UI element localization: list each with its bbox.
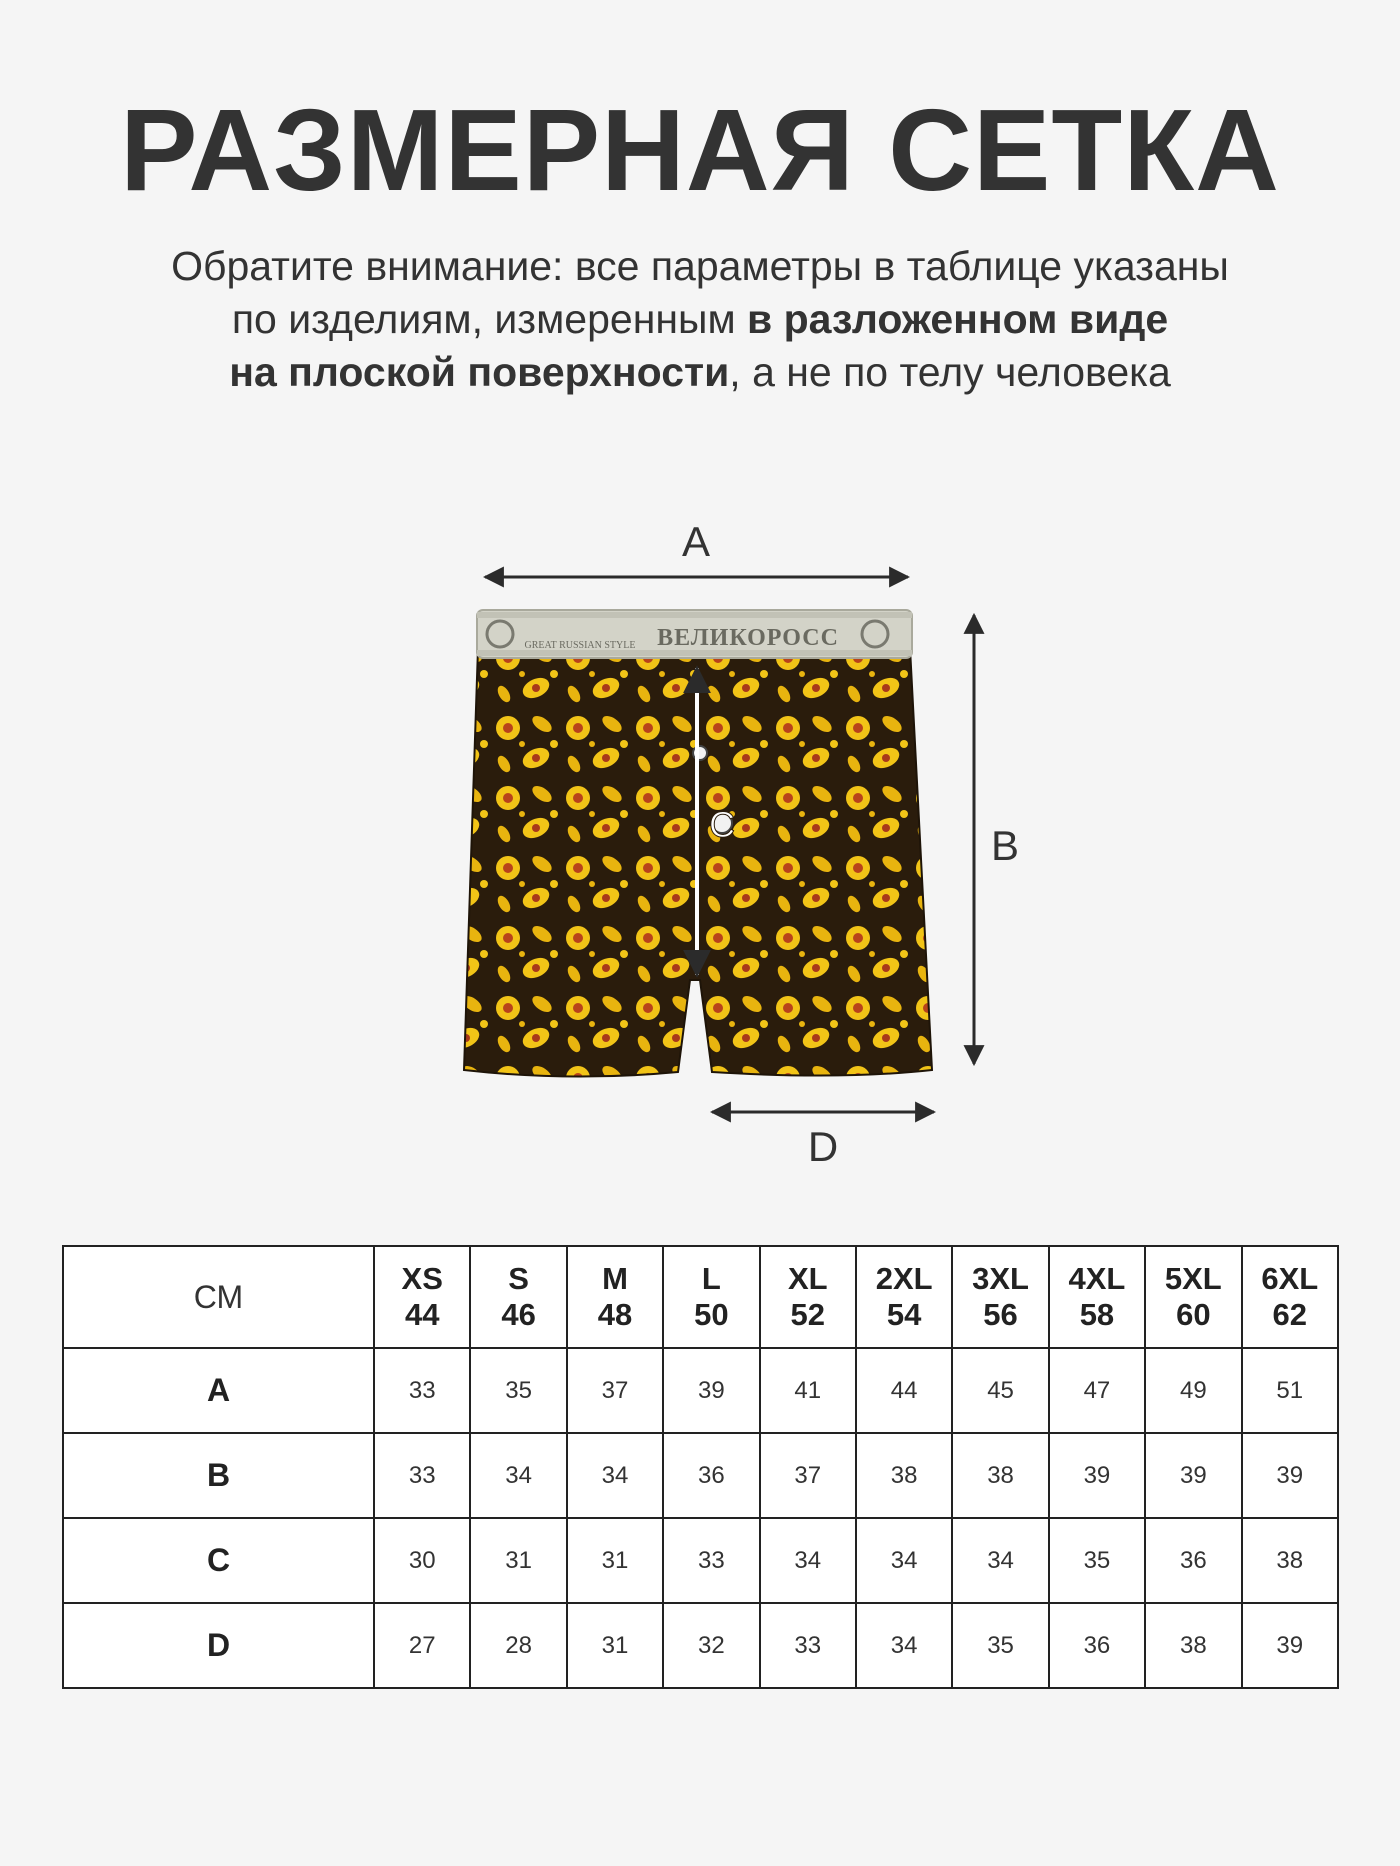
measurement-label: A	[63, 1348, 374, 1433]
note-line-2-bold: в разложенном виде	[747, 296, 1169, 342]
size-russian: 60	[1176, 1297, 1211, 1332]
label-a: A	[681, 518, 711, 565]
table-cell: 32	[663, 1603, 759, 1688]
size-letter: 2XL	[875, 1261, 933, 1296]
table-cell: 37	[567, 1348, 663, 1433]
size-header-row	[63, 1246, 1338, 1348]
table-cell: 28	[470, 1603, 566, 1688]
measurement-label: D	[63, 1603, 374, 1688]
table-cell: 39	[1049, 1433, 1145, 1518]
measurement-label: C	[63, 1518, 374, 1603]
table-cell: 34	[470, 1433, 566, 1518]
shorts-illustration	[0, 500, 1400, 1200]
table-cell: 39	[1145, 1433, 1241, 1518]
table-cell: 36	[663, 1433, 759, 1518]
table-cell: 38	[952, 1433, 1048, 1518]
table-cell: 34	[760, 1518, 856, 1603]
size-russian: 44	[404, 1297, 440, 1332]
size-russian: 48	[597, 1297, 633, 1332]
note-line-2-normal: по изделиям, измеренным	[231, 296, 748, 342]
waistband-brand: ВЕЛИКОРОСС	[657, 625, 839, 651]
size-russian: 56	[983, 1297, 1018, 1332]
size-russian: 52	[790, 1297, 825, 1332]
size-russian: 62	[1272, 1297, 1307, 1332]
table-cell: 47	[1049, 1348, 1145, 1433]
table-cell: 36	[1049, 1603, 1145, 1688]
size-chart-table	[62, 1245, 1339, 1689]
size-letter: M	[602, 1261, 628, 1296]
table-cell: 33	[663, 1518, 759, 1603]
table-cell: 31	[567, 1518, 663, 1603]
unit-label: СМ	[63, 1246, 374, 1348]
table-cell: 35	[1049, 1518, 1145, 1603]
size-letter: XL	[787, 1261, 828, 1296]
size-column-header	[470, 1246, 566, 1348]
size-column-header	[1242, 1246, 1338, 1348]
table-cell: 31	[470, 1518, 566, 1603]
size-column-header	[663, 1246, 759, 1348]
page-title: РАЗМЕРНАЯ СЕТКА	[120, 85, 1280, 215]
table-cell: 38	[1145, 1603, 1241, 1688]
size-russian: 46	[501, 1297, 536, 1332]
measurement-note	[0, 240, 1400, 399]
size-letter: 3XL	[972, 1261, 1029, 1296]
table-cell: 38	[1242, 1518, 1338, 1603]
table-cell: 33	[374, 1433, 470, 1518]
table-cell: 33	[760, 1603, 856, 1688]
size-letter: 5XL	[1164, 1261, 1222, 1296]
table-cell: 34	[856, 1603, 952, 1688]
table-cell: 37	[760, 1433, 856, 1518]
table-cell: 44	[856, 1348, 952, 1433]
table-row	[63, 1433, 1338, 1518]
note-line-1: Обратите внимание: все параметры в таблице указаны	[171, 243, 1229, 289]
table-cell: 35	[952, 1603, 1048, 1688]
table-cell: 51	[1242, 1348, 1338, 1433]
table-cell: 41	[760, 1348, 856, 1433]
table-cell: 34	[952, 1518, 1048, 1603]
size-russian: 58	[1079, 1297, 1115, 1332]
size-column-header	[856, 1246, 952, 1348]
waistband-tagline: GREAT RUSSIAN STYLE	[524, 640, 636, 651]
label-c: C	[709, 804, 735, 845]
table-row	[63, 1348, 1338, 1433]
table-cell: 27	[374, 1603, 470, 1688]
size-letter: 6XL	[1261, 1261, 1319, 1296]
note-line-3-normal: , а не по телу человека	[729, 349, 1171, 395]
table-cell: 39	[1242, 1433, 1338, 1518]
note-line-3	[0, 346, 1400, 399]
size-chart-body	[63, 1246, 1338, 1688]
table-row	[63, 1603, 1338, 1688]
note-line-3-bold: на плоской поверхности	[229, 349, 730, 395]
size-letter: XS	[401, 1261, 443, 1296]
measurement-label: B	[63, 1433, 374, 1518]
size-russian: 54	[886, 1297, 922, 1332]
size-column-header	[1145, 1246, 1241, 1348]
size-column-header	[374, 1246, 470, 1348]
size-letter: L	[701, 1261, 721, 1296]
table-row	[63, 1518, 1338, 1603]
table-cell: 35	[470, 1348, 566, 1433]
size-letter: 4XL	[1068, 1261, 1126, 1296]
table-cell: 45	[952, 1348, 1048, 1433]
table-cell: 34	[856, 1518, 952, 1603]
table-cell: 49	[1145, 1348, 1241, 1433]
size-russian: 50	[694, 1297, 729, 1332]
table-cell: 39	[663, 1348, 759, 1433]
size-column-header	[1049, 1246, 1145, 1348]
note-line-2	[0, 293, 1400, 346]
label-d: D	[807, 1123, 839, 1170]
measurement-diagram	[0, 500, 1400, 1200]
table-cell: 31	[567, 1603, 663, 1688]
table-cell: 39	[1242, 1603, 1338, 1688]
table-cell: 38	[856, 1433, 952, 1518]
size-column-header	[760, 1246, 856, 1348]
size-column-header	[952, 1246, 1048, 1348]
table-cell: 30	[374, 1518, 470, 1603]
label-b: B	[990, 822, 1020, 869]
table-cell: 36	[1145, 1518, 1241, 1603]
table-cell: 33	[374, 1348, 470, 1433]
size-letter: S	[508, 1261, 529, 1296]
size-column-header	[567, 1246, 663, 1348]
table-cell: 34	[567, 1433, 663, 1518]
